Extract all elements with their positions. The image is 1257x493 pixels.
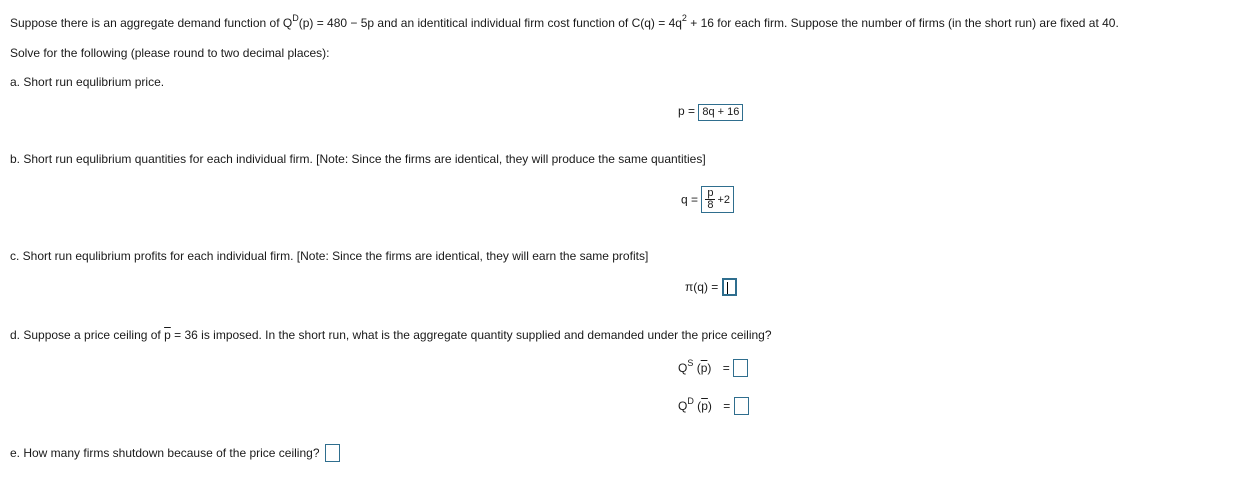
question-d-suffix: = 36 is imposed. In the short run, what is the aggregate quantity supplied and demanded under the price ceiling? [170, 328, 772, 342]
demand-superscript: D [292, 13, 299, 23]
text-caret [727, 282, 728, 294]
demand-arg: $\overline{p}$ [701, 399, 708, 413]
problem-statement [10, 13, 1119, 30]
supply-input[interactable] [733, 359, 748, 377]
equation-b-lhs: q = [681, 192, 699, 207]
p-bar: $\overline{p}$ [164, 328, 171, 342]
fraction-numerator: p [707, 187, 714, 199]
instructions: Solve for the following (please round to two decimal places): [10, 46, 330, 60]
answer-b-tail: +2 [717, 193, 731, 206]
question-b: b. Short run equlibrium quantities for each individual firm. [Note: Since the firms are identical, they will produce the same quantities] [10, 152, 706, 166]
shutdown-input[interactable] [325, 444, 340, 462]
demand-base: Q [678, 399, 688, 413]
supply-equals: = [722, 361, 730, 375]
equation-supply [678, 359, 748, 377]
profit-input[interactable] [722, 278, 737, 296]
equation-c-lhs: π(q) = [685, 280, 719, 294]
question-c: c. Short run equlibrium profits for each individual firm. [Note: Since the firms are identical, they will earn the same profits] [10, 249, 649, 263]
question-d-prefix: d. Suppose a price ceiling of [10, 328, 165, 342]
supply-superscript: S [687, 358, 694, 368]
demand-equals: = [723, 399, 731, 413]
equation-b [681, 186, 734, 213]
supply-label: $Q^S$ $(\overline{p})$ [678, 358, 712, 375]
demand-label: $Q^D$ $(\overline{p})$ [678, 396, 712, 413]
question-d [10, 328, 772, 342]
fraction [705, 188, 715, 211]
equation-a-lhs: p = [678, 104, 696, 118]
answer-a-box[interactable]: 8q + 16 [698, 104, 743, 121]
equation-demand [678, 397, 749, 415]
demand-input[interactable] [734, 397, 749, 415]
supply-arg: $\overline{p}$ [700, 361, 708, 375]
intro-text-3: + 16 for each firm. Suppose the number of firms (in the short run) are fixed at 40. [686, 16, 1119, 30]
demand-superscript-d: D [687, 396, 694, 406]
intro-text-1: Suppose there is an aggregate demand function of Q [10, 16, 293, 30]
question-a: a. Short run equlibrium price. [10, 75, 165, 89]
cost-superscript: 2 [681, 13, 687, 23]
question-e [10, 444, 340, 462]
fraction-denominator: 8 [707, 199, 714, 211]
answer-b-box[interactable] [701, 186, 734, 213]
supply-base: Q [678, 361, 688, 375]
equation-c [685, 278, 737, 296]
equation-a [678, 104, 743, 121]
intro-text-2: (p) = 480 − 5p and an identitical individual firm cost function of C(q) = 4q [298, 16, 682, 30]
question-e-text: e. How many firms shutdown because of the price ceiling? [10, 446, 320, 460]
